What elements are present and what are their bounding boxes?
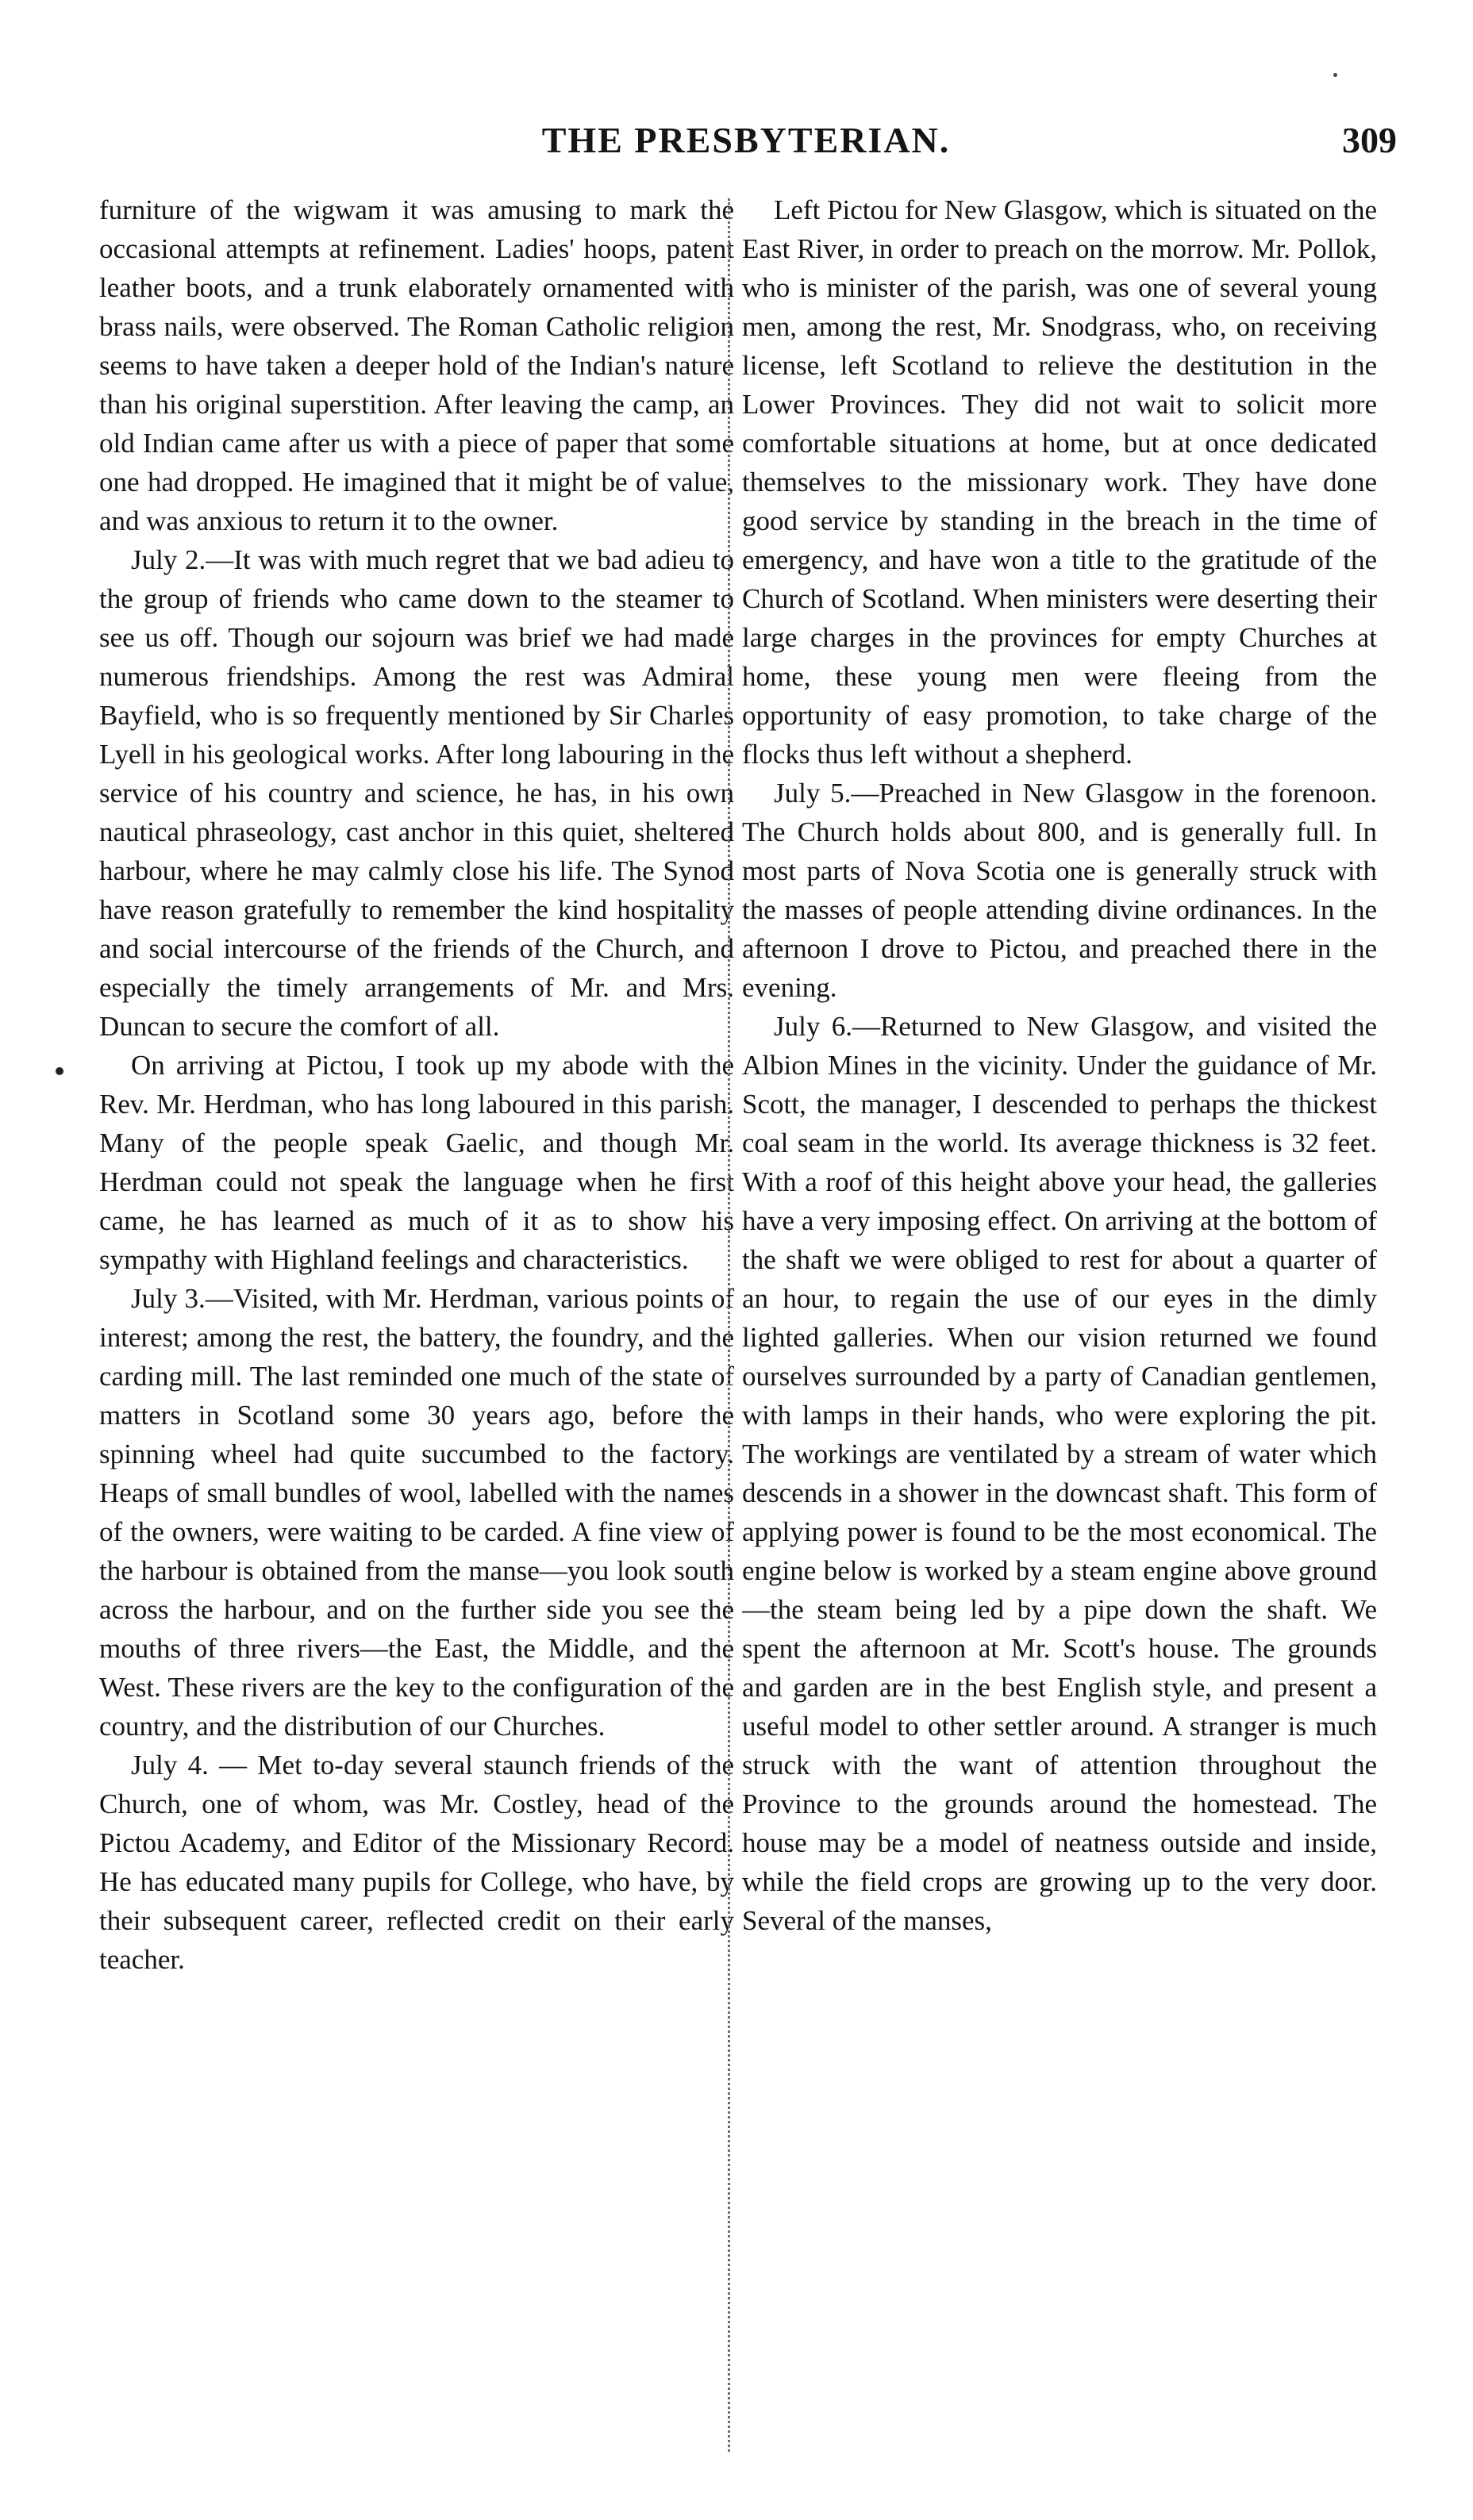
- paragraph-july-6: July 6.—Returned to New Glasgow, and visited the Albion Mines in the vicinity. Under the guidance of Mr. Scott, the manager, I descended to perhaps the thickest coal seam in the world. Its average thickness is 32 feet. With a roof of this height above your head, the galleries have a very imposing effect. On arriving at the bottom of the shaft we were obliged to rest for about a quarter of an hour, to regain the use of our eyes in the dimly lighted galleries. When our vision returned we found ourselves surrounded by a party of Canadian gentlemen, with lamps in their hands, who were exploring the pit. The workings are ventilated by a stream of water which descends in a shower in the downcast shaft. This form of applying power is found to be the most economical. The engine below is worked by a steam engine above ground—the steam being led by a pipe down the shaft. We spent the afternoon at Mr. Scott's house. The grounds and garden are in the best English style, and present a useful model to other settler around. A stranger is much struck with the want of attention throughout the Province to the grounds around the homestead. The house may be a model of neatness outside and inside, while the field crops are growing up to the very door. Several of the manses,: [742, 1011, 1377, 1936]
- left-column: [99, 190, 734, 2460]
- right-column: [742, 190, 1377, 2460]
- paragraph-july-3: July 3.—Visited, with Mr. Herdman, various points of interest; among the rest, the battery, the foundry, and the carding mill. The last reminded one much of the state of matters in Scotland some 30 years ago, before the spinning wheel had quite succumbed to the factory. Heaps of small bundles of wool, labelled with the names of the owners, were waiting to be carded. A fine view of the harbour is obtained from the manse—you look south across the harbour, and on the further side you see the mouths of three rivers—the East, the Middle, and the West. These rivers are the key to the configuration of the country, and the distribution of our Churches.: [99, 1283, 734, 1742]
- paragraph-july-4: July 4. — Met to-day several staunch friends of the Church, one of whom, was Mr. Costley, head of the Pictou Academy, and Editor of the Missionary Record. He has educated many pupils for College, who have, by their subsequent career, reflected credit on their early teacher.: [99, 1750, 734, 1975]
- paragraph-july-5: July 5.—Preached in New Glasgow in the forenoon. The Church holds about 800, and is generally full. In most parts of Nova Scotia one is generally struck with the masses of people attending divine ordinances. In the afternoon I drove to Pictou, and preached there in the evening.: [742, 778, 1377, 1003]
- running-title: THE PRESBYTERIAN.: [541, 120, 951, 160]
- column-divider: [728, 198, 730, 2452]
- margin-mark: [56, 1067, 63, 1075]
- paragraph-july-2: July 2.—It was with much regret that we bad adieu to the group of friends who came down to the steamer to see us off. Though our sojourn was brief we had made numerous friendships. Among the rest was Admiral Bayfield, who is so frequently mentioned by Sir Charles Lyell in his geological works. After long labouring in the service of his country and science, he has, in his own nautical phraseology, cast anchor in this quiet, sheltered harbour, where he may calmly close his life. The Synod have reason gratefully to remember the kind hospitality and social intercourse of the friends of the Church, and especially the timely arrangements of Mr. and Mrs. Duncan to secure the comfort of all.: [99, 544, 734, 1042]
- paragraph-new-glasgow: Left Pictou for New Glasgow, which is situated on the East River, in order to preach on the morrow. Mr. Pollok, who is minister of the parish, was one of several young men, among the rest, Mr. Snodgrass, who, on receiving license, left Scotland to relieve the destitution in the Lower Provinces. They did not wait to solicit more comfortable situations at home, but at once dedicated themselves to the missionary work. They have done good service by standing in the breach in the time of emergency, and have won a title to the gratitude of the Church of Scotland. When ministers were deserting their large charges in the provinces for empty Churches at home, these young men were fleeing from the opportunity of easy promotion, to take charge of the flocks thus left without a shepherd.: [742, 194, 1377, 770]
- print-speck: [1333, 73, 1337, 77]
- running-head: [95, 119, 1397, 175]
- page-number: 309: [1342, 120, 1397, 160]
- paragraph-pictou-arrival: On arriving at Pictou, I took up my abode with the Rev. Mr. Herdman, who has long laboured in this parish. Many of the people speak Gaelic, and though Mr. Herdman could not speak the language when he first came, he has learned as much of it as to show his sympathy with Highland feelings and characteristics.: [99, 1050, 734, 1275]
- paragraph-wigwam: furniture of the wigwam it was amusing to mark the occasional attempts at refinement. Ladies' hoops, patent leather boots, and a trunk elaborately ornamented with brass nails, were observed. The Roman Catholic religion seems to have taken a deeper hold of the Indian's nature than his original superstition. After leaving the camp, an old Indian came after us with a piece of paper that some one had dropped. He imagined that it might be of value, and was anxious to return it to the owner.: [99, 194, 734, 536]
